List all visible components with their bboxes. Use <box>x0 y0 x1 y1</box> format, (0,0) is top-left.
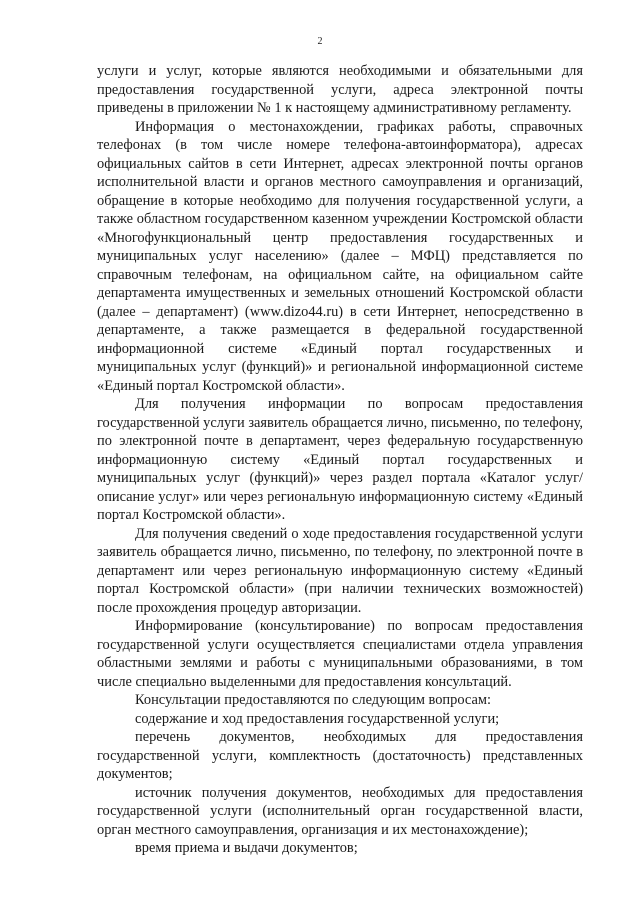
list-item-content-and-progress: содержание и ход предоставления государственной услуги; <box>135 710 500 727</box>
paragraph-service-progress: Для получения сведений о ходе предоставления государственной услуги заявитель обращается лично, письменно, по телефону, по электронной почте в департамент или через региональную информационную систему «Единый портал Костромской области» (при наличии технических возможностей) после прохождения процедур авторизации. <box>97 525 583 616</box>
paragraph-consulting-specialists: Информирование (консультирование) по вопросам предоставления государственной услуги осуществляется специалистами отдела управления областными землями и работы с муниципальными образованиями, в том числе специально выделенными для предоставления консультаций. <box>97 618 583 690</box>
list-item-document-list: перечень документов, необходимых для предоставления государственной услуги, комплектность (достаточность) представленных документов; <box>97 729 583 782</box>
page-number: 2 <box>317 36 323 47</box>
paragraph-continuation: услуги и услуг, которые являются необходимыми и обязательными для предоставления государственной услуги, адреса электронной почты приведены в приложении № 1 к настоящему административному регламенту. <box>97 63 583 116</box>
paragraph-consultation-topics-intro: Консультации предоставляются по следующим вопросам: <box>135 692 491 708</box>
document-body <box>97 62 583 858</box>
paragraph-obtaining-information: Для получения информации по вопросам предоставления государственной услуги заявитель обращается лично, письменно, по телефону, по электронной почте в департамент, через федеральную государственную информационную систему «Единый портал государственных и муниципальных услуг (функций)» через раздел портала «Каталог услуг/описание услуг» или через региональную информационную систему «Единый портал Костромской области». <box>97 396 583 523</box>
list-item-document-source: источник получения документов, необходимых для предоставления государственной услуги (исполнительный орган государственной власти, орган местного самоуправления, организация и их местонахождение); <box>97 784 583 838</box>
list-item-reception-time: время приема и выдачи документов; <box>135 840 358 856</box>
paragraph-contact-information: Информация о местонахождении, графиках работы, справочных телефонах (в том числе номере телефона-автоинформатора), адресах официальных сайтов в сети Интернет, адресах электронной почты органов исполнительной власти и органов местного самоуправления и организаций, обращение в которые необходимо для получения государственной услуги, а также областном государственном казенном учреждении Костромской области «Многофункциональный центр предоставления государственных и муниципальных услуг населению» (далее – МФЦ) представляется по справочным телефонам, на официальном сайте, на официальном сайте департамента имущественных и земельных отношений Костромской области (далее – департамент) (www.dizo44.ru) в сети Интернет, непосредственно в департаменте, а также размещается в федеральной государственной информационной системе «Единый портал государственных и муниципальных услуг (функций)» и региональной информационной системе «Единый портал Костромской области». <box>97 118 583 394</box>
